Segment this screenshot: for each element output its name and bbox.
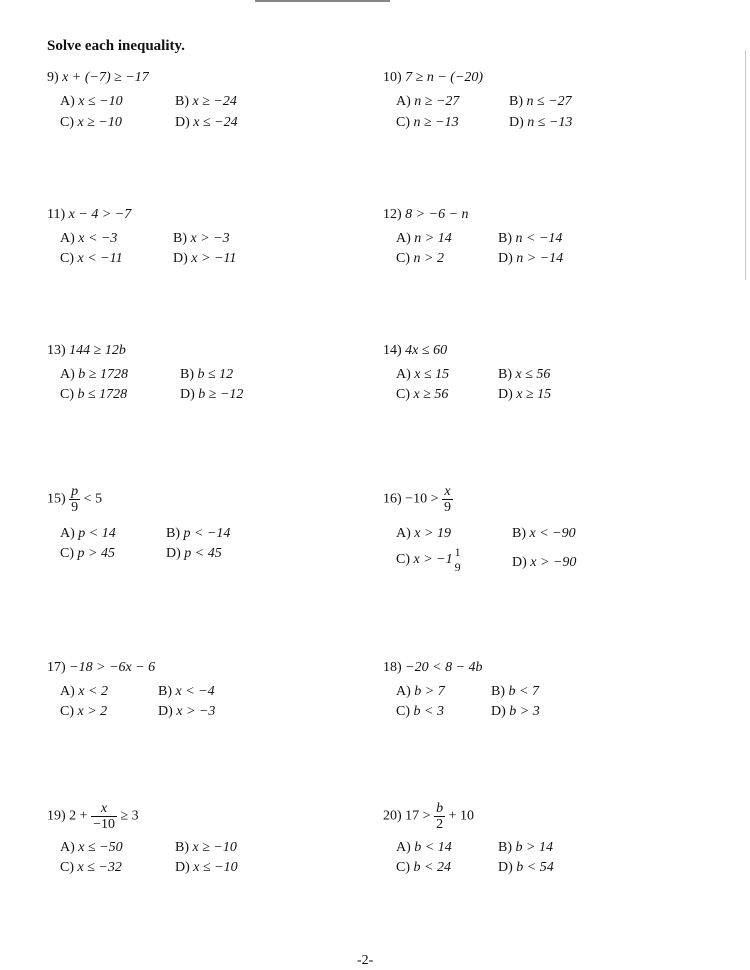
option-letter: D) (158, 704, 173, 719)
option-letter: A) (396, 840, 411, 855)
option-text: x > −90 (530, 555, 577, 570)
option-letter: D) (498, 387, 513, 402)
option-c[interactable] (396, 703, 444, 721)
option-letter: C) (396, 860, 410, 875)
option-text: x > −3 (190, 231, 230, 246)
problem-12 (383, 206, 469, 224)
option-text: n ≤ −27 (526, 94, 572, 109)
option-text: b < 24 (413, 860, 451, 875)
problem-10 (383, 69, 483, 87)
fraction-denominator: 2 (436, 817, 444, 832)
option-letter: A) (60, 526, 75, 541)
option-a[interactable] (396, 525, 451, 543)
problem-14 (383, 342, 447, 360)
option-letter: D) (180, 387, 195, 402)
option-letter: A) (60, 367, 75, 382)
option-text: n ≥ −13 (413, 115, 459, 130)
option-text: b < 14 (414, 840, 452, 855)
problem-19 (47, 801, 139, 832)
problem-expression: −18 > −6x − 6 (69, 660, 156, 675)
option-letter: B) (491, 684, 505, 699)
problem-number: 14) (383, 343, 402, 358)
option-b[interactable] (509, 93, 572, 111)
option-b[interactable] (158, 683, 215, 701)
option-letter: B) (175, 840, 189, 855)
problem-expression-head: −10 > (405, 491, 439, 507)
option-c[interactable] (396, 250, 444, 268)
problem-number: 13) (47, 343, 66, 358)
option-text: x > 2 (77, 704, 108, 719)
problem-expression-tail: < 5 (83, 491, 103, 507)
fraction-numerator: b (436, 801, 444, 816)
option-text: b < 3 (413, 704, 444, 719)
option-b[interactable] (175, 839, 237, 857)
option-text: b ≥ 1728 (78, 367, 128, 382)
problem-number: 15) (47, 491, 66, 507)
option-text: x < −3 (78, 231, 118, 246)
option-c[interactable] (396, 386, 448, 404)
option-text: b ≥ −12 (198, 387, 244, 402)
problem-number: 18) (383, 660, 402, 675)
option-a[interactable] (396, 230, 452, 248)
problem-20 (383, 801, 474, 832)
option-text: x > 19 (414, 526, 451, 541)
option-text: b ≤ 1728 (77, 387, 128, 402)
problem-expression-head: 17 > (405, 808, 431, 824)
option-d[interactable] (166, 545, 222, 563)
option-letter: D) (175, 115, 190, 130)
option-letter: B) (512, 526, 526, 541)
problem-17 (47, 659, 155, 677)
option-text: p < −14 (183, 526, 231, 541)
option-letter: D) (175, 860, 190, 875)
option-d[interactable] (498, 250, 563, 268)
option-d[interactable] (158, 703, 215, 721)
problem-fraction (442, 484, 453, 515)
option-d[interactable] (175, 859, 238, 877)
fraction-denominator: −10 (93, 817, 115, 832)
problem-11 (47, 206, 131, 224)
option-d[interactable] (509, 114, 572, 132)
option-a[interactable] (60, 839, 123, 857)
option-b[interactable] (498, 230, 562, 248)
problem-9 (47, 69, 149, 87)
option-text: x > −11 (191, 251, 237, 266)
option-c[interactable] (396, 859, 451, 877)
right-scan-edge (745, 50, 746, 280)
problem-expression-tail: ≥ 3 (120, 808, 139, 824)
problem-fraction (434, 801, 445, 832)
option-d[interactable] (491, 703, 540, 721)
option-text: x > −3 (176, 704, 216, 719)
problem-number: 11) (47, 207, 66, 222)
option-text: x ≥ 15 (516, 387, 552, 402)
option-text: p < 45 (184, 546, 222, 561)
option-b[interactable] (498, 366, 550, 384)
problem-fraction (69, 484, 80, 515)
option-letter: B) (158, 684, 172, 699)
problem-fraction (91, 801, 117, 832)
option-letter: D) (491, 704, 506, 719)
fraction-denominator: 9 (454, 560, 461, 574)
option-c[interactable] (60, 859, 122, 877)
option-letter: D) (173, 251, 188, 266)
option-letter: C) (60, 546, 74, 561)
option-letter: B) (509, 94, 523, 109)
fraction-denominator: 9 (71, 500, 79, 515)
problem-16 (383, 484, 453, 515)
option-b[interactable] (512, 525, 576, 543)
problem-expression: x + (−7) ≥ −17 (62, 70, 149, 85)
option-letter: C) (396, 251, 410, 266)
option-b[interactable] (175, 93, 237, 111)
option-letter: C) (60, 704, 74, 719)
option-text: x < −90 (529, 526, 576, 541)
option-b[interactable] (180, 366, 233, 384)
option-text: n > 14 (414, 231, 452, 246)
option-text: x > −1 (413, 552, 453, 568)
problem-number: 12) (383, 207, 402, 222)
option-letter: A) (396, 94, 411, 109)
option-text: x ≤ −50 (78, 840, 123, 855)
fraction-numerator: x (442, 484, 453, 500)
option-d[interactable] (498, 859, 554, 877)
option-letter: A) (396, 684, 411, 699)
option-letter: C) (396, 704, 410, 719)
option-letter: D) (512, 555, 527, 570)
option-text: x ≥ 56 (413, 387, 449, 402)
option-letter: B) (173, 231, 187, 246)
option-letter: B) (180, 367, 194, 382)
option-text: x ≥ −10 (77, 115, 122, 130)
option-a[interactable] (60, 525, 116, 543)
option-letter: B) (498, 367, 512, 382)
option-letter: C) (60, 251, 74, 266)
problem-expression: 144 ≥ 12b (69, 343, 126, 358)
option-letter: A) (396, 526, 411, 541)
option-c[interactable] (60, 386, 127, 404)
problem-number: 20) (383, 808, 402, 824)
option-letter: C) (396, 552, 410, 568)
option-a[interactable] (60, 93, 123, 111)
option-text: n ≤ −13 (527, 115, 573, 130)
fraction-numerator: x (91, 801, 117, 817)
option-text: x ≤ 15 (414, 367, 450, 382)
option-text: x ≤ −24 (193, 115, 238, 130)
option-letter: C) (60, 860, 74, 875)
option-d[interactable] (512, 554, 576, 572)
option-text: p < 14 (78, 526, 116, 541)
problem-expression-head: 2 + (69, 808, 88, 824)
problem-number: 16) (383, 491, 402, 507)
option-text: b > 3 (509, 704, 540, 719)
problem-number: 19) (47, 808, 66, 824)
option-c[interactable] (60, 250, 123, 268)
option-a[interactable] (396, 366, 449, 384)
option-a[interactable] (60, 683, 108, 701)
option-letter: C) (60, 115, 74, 130)
option-text: n > 2 (413, 251, 444, 266)
option-letter: A) (60, 94, 75, 109)
option-text: x < −4 (175, 684, 215, 699)
option-letter: D) (498, 860, 513, 875)
option-b[interactable] (166, 525, 230, 543)
option-d[interactable] (173, 250, 236, 268)
problem-expression: 4x ≤ 60 (405, 343, 448, 358)
problem-expression: −20 < 8 − 4b (405, 660, 483, 675)
option-letter: A) (60, 231, 75, 246)
problem-number: 10) (383, 70, 402, 85)
problem-15 (47, 484, 102, 515)
option-text: b > 7 (414, 684, 445, 699)
option-letter: A) (396, 367, 411, 382)
option-letter: D) (498, 251, 513, 266)
option-fraction (453, 545, 463, 575)
option-b[interactable] (491, 683, 539, 701)
fraction-denominator: 9 (443, 500, 451, 515)
option-text: p > 45 (77, 546, 115, 561)
option-d[interactable] (498, 386, 551, 404)
option-text: n ≥ −27 (414, 94, 460, 109)
problem-expression: x − 4 > −7 (68, 207, 132, 222)
option-letter: B) (166, 526, 180, 541)
problem-expression: 7 ≥ n − (−20) (405, 70, 484, 85)
option-text: x < 2 (78, 684, 108, 699)
option-text: b > 14 (515, 840, 553, 855)
option-d[interactable] (180, 386, 243, 404)
worksheet-heading: Solve each inequality. (47, 38, 185, 54)
problem-expression-tail: + 10 (448, 808, 474, 824)
option-c[interactable] (60, 703, 107, 721)
fraction-numerator: p (71, 484, 79, 499)
option-text: x ≥ −10 (192, 840, 237, 855)
option-letter: A) (60, 684, 75, 699)
option-text: x ≤ 56 (515, 367, 551, 382)
option-c[interactable] (396, 545, 463, 575)
option-letter: D) (166, 546, 181, 561)
option-text: x < −11 (77, 251, 123, 266)
option-c[interactable] (396, 114, 459, 132)
option-letter: C) (396, 115, 410, 130)
option-letter: A) (60, 840, 75, 855)
option-letter: C) (60, 387, 74, 402)
problem-expression: 8 > −6 − n (405, 207, 469, 222)
fraction-numerator: 1 (454, 545, 461, 559)
option-b[interactable] (173, 230, 230, 248)
option-text: x ≤ −10 (78, 94, 123, 109)
option-text: x ≤ −32 (77, 860, 122, 875)
option-a[interactable] (396, 683, 445, 701)
option-text: b < 7 (508, 684, 539, 699)
option-a[interactable] (60, 366, 128, 384)
option-a[interactable] (396, 839, 452, 857)
problem-13 (47, 342, 126, 360)
option-text: x ≥ −24 (192, 94, 237, 109)
option-letter: B) (498, 231, 512, 246)
option-d[interactable] (175, 114, 238, 132)
option-text: n < −14 (515, 231, 563, 246)
option-letter: B) (498, 840, 512, 855)
option-a[interactable] (396, 93, 459, 111)
option-letter: D) (509, 115, 524, 130)
page-number: -2- (357, 953, 374, 968)
option-letter: A) (396, 231, 411, 246)
option-text: b < 54 (516, 860, 554, 875)
option-letter: B) (175, 94, 189, 109)
option-a[interactable] (60, 230, 117, 248)
problem-number: 9) (47, 70, 59, 85)
problem-18 (383, 659, 483, 677)
option-letter: C) (396, 387, 410, 402)
problem-number: 17) (47, 660, 66, 675)
option-c[interactable] (60, 545, 115, 563)
option-text: x ≤ −10 (193, 860, 238, 875)
option-b[interactable] (498, 839, 553, 857)
option-text: n > −14 (516, 251, 564, 266)
top-scan-mark (255, 0, 390, 2)
option-c[interactable] (60, 114, 122, 132)
option-text: b ≤ 12 (197, 367, 234, 382)
